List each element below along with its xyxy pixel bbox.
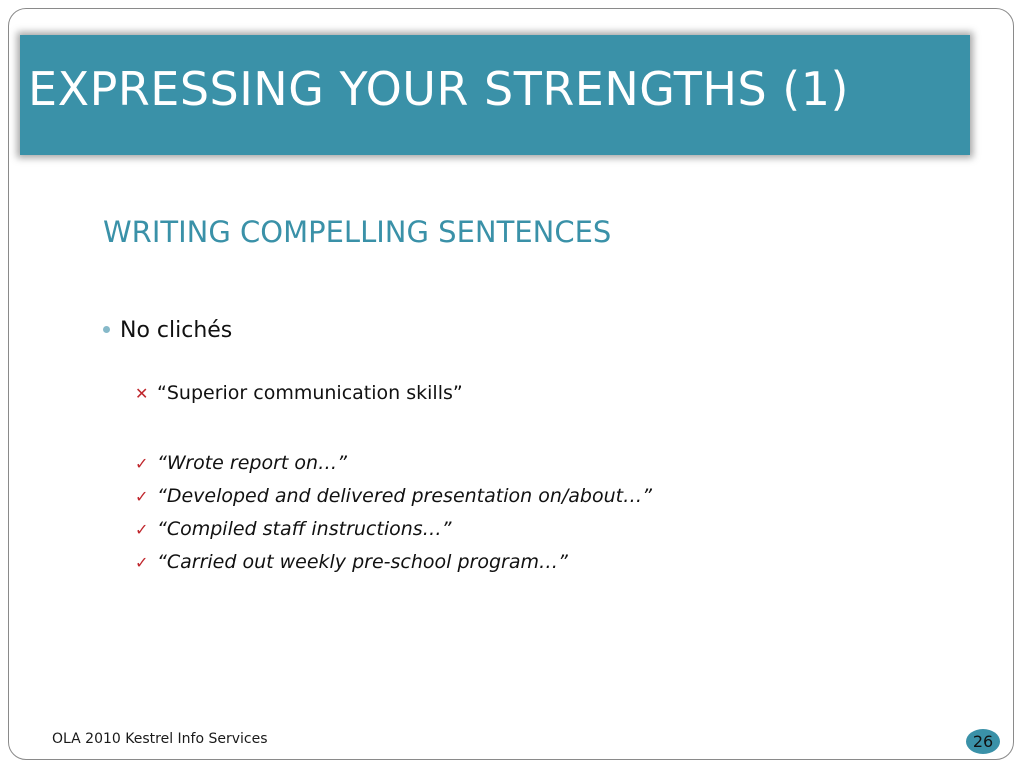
checkmark-icon: ✓ — [135, 454, 149, 473]
good-example-item — [135, 452, 347, 475]
good-example-item — [135, 551, 568, 574]
good-example-text: “Developed and delivered presentation on/about…” — [157, 485, 652, 507]
bullet-label: No clichés — [120, 318, 233, 343]
slide-subtitle: WRITING COMPELLING SENTENCES — [103, 215, 612, 249]
slide-title: EXPRESSING YOUR STRENGTHS (1) — [28, 62, 849, 116]
good-example-text: “Compiled staff instructions…” — [157, 518, 452, 540]
bullet-dot-icon — [103, 326, 110, 333]
bad-example-item — [135, 382, 463, 405]
checkmark-icon: ✓ — [135, 520, 149, 539]
bad-example-text: “Superior communication skills” — [157, 382, 463, 404]
good-example-text: “Carried out weekly pre-school program…” — [157, 551, 568, 573]
footer-text: OLA 2010 Kestrel Info Services — [52, 731, 268, 747]
page-number-badge: 26 — [966, 729, 1000, 754]
good-example-item — [135, 485, 652, 508]
checkmark-icon: ✓ — [135, 487, 149, 506]
x-mark-icon: ✕ — [135, 384, 149, 403]
good-example-item — [135, 518, 452, 541]
checkmark-icon: ✓ — [135, 553, 149, 572]
bullet-item — [103, 318, 232, 344]
good-example-text: “Wrote report on…” — [157, 452, 347, 474]
